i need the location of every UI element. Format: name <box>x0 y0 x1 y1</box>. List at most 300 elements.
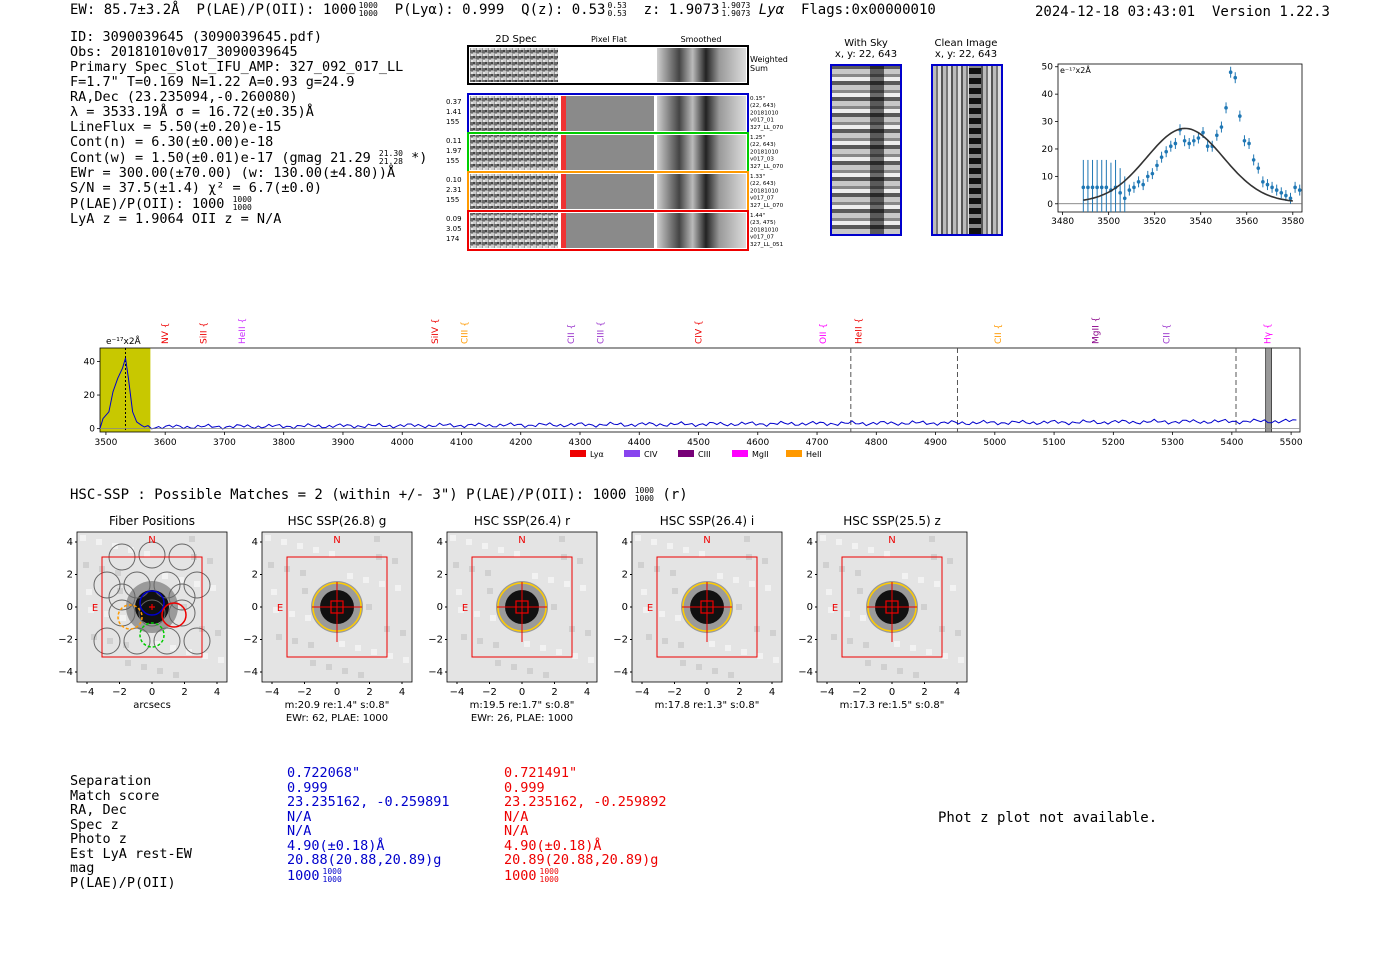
with-sky-xy: x, y: 22, 643 <box>834 49 898 60</box>
info-contw-sub: 21.28 <box>378 157 403 166</box>
fiber-row-flag <box>561 174 566 209</box>
fiber-row-left-label: 0.10 <box>446 176 462 184</box>
mini-xtick-label: 3520 <box>1143 217 1167 227</box>
col-title-smoothed: Smoothed <box>680 35 722 44</box>
mini-data-point <box>1197 136 1201 140</box>
cutout-noise <box>347 573 353 579</box>
cutout-svg <box>240 510 420 725</box>
full-xtick-label: 5500 <box>1279 438 1303 448</box>
cutout-noise <box>678 642 684 648</box>
cutout-noise <box>305 615 311 621</box>
full-xtick-label: 4600 <box>746 438 770 448</box>
cutout-noise <box>144 551 150 557</box>
mini-data-point <box>1229 70 1233 74</box>
north-label: N <box>703 535 711 546</box>
emission-line-marker <box>1263 323 1273 344</box>
mini-data-point <box>1261 180 1265 184</box>
fiber-rows <box>446 94 784 250</box>
cutout-noise <box>548 577 554 583</box>
emission-line-marker <box>855 318 865 344</box>
mini-data-point <box>1298 188 1302 192</box>
north-label: N <box>333 535 341 546</box>
cutout-noise <box>313 547 319 553</box>
header-timestamp: 2024-12-18 03:43:01 <box>1034 4 1196 20</box>
emission-line-marker <box>460 321 470 344</box>
mini-data-point <box>1137 180 1141 184</box>
cutout-panel <box>240 510 420 729</box>
clean-image-stamp <box>931 64 1003 236</box>
cutout-noise <box>157 668 163 674</box>
emission-line-label: CII { <box>567 323 578 344</box>
emission-line-marker <box>819 323 829 344</box>
cutout-noise <box>585 630 591 636</box>
match-table-cell: N/A <box>287 808 312 825</box>
cutout-noise <box>744 536 750 542</box>
cutout-noise <box>326 664 332 670</box>
legend-swatch <box>732 450 748 457</box>
info-contw <box>70 150 427 166</box>
cutout-noise <box>363 577 369 583</box>
north-label: N <box>888 535 896 546</box>
cutout-noise <box>918 577 924 583</box>
mini-data-point <box>1192 139 1196 143</box>
fiber-row-right-label: 327_LL_070 <box>750 163 784 170</box>
cutout-noise <box>641 589 647 595</box>
fiber-row-gap <box>654 213 657 248</box>
east-label: E <box>91 603 99 614</box>
full-xtick-label: 3500 <box>94 438 118 448</box>
east-label: E <box>646 603 654 614</box>
mini-unit-label: e⁻¹⁷x2Å <box>1060 66 1091 75</box>
fiber-row-left-label: 155 <box>446 118 460 126</box>
info-primary: Primary Spec_Slot_IFU_AMP: 327_092_017_LL <box>70 59 404 75</box>
full-xtick-label: 4900 <box>924 438 948 448</box>
clean-image-source <box>969 66 981 234</box>
emission-line-marker <box>200 322 210 344</box>
cutout-noise <box>514 551 520 557</box>
clean-image-title: Clean Image <box>934 38 998 49</box>
cutout-noise <box>395 585 401 591</box>
cutout-noise <box>342 668 348 674</box>
mini-data-point <box>1100 186 1104 190</box>
cutout-noise <box>532 573 538 579</box>
emission-line-marker <box>567 324 577 344</box>
fiber-row-right-label: 327_LL_070 <box>750 202 784 209</box>
emission-line-label: SiII { <box>199 321 210 344</box>
hsc-title-sub: 1000 <box>634 494 654 503</box>
cutout-noise <box>461 634 467 640</box>
spectrum-line <box>100 358 1296 429</box>
match-table-label: Est LyA rest-EW <box>70 845 192 862</box>
hsc-title-sup: 1000 <box>634 486 654 495</box>
cutout-title: HSC SSP(26.8) g <box>287 514 387 528</box>
match-table-label: RA, Dec <box>70 802 127 818</box>
cutout-noise <box>947 558 953 564</box>
cutout-noise <box>929 536 935 542</box>
cutout-noise <box>310 660 316 666</box>
cutout-noise <box>207 558 213 564</box>
mini-data-point <box>1160 155 1164 159</box>
mini-data-point <box>1247 142 1251 146</box>
match-table-cell: N/A <box>504 808 529 825</box>
fiber-row-left-label: 3.05 <box>446 225 462 233</box>
cutout-noise <box>958 657 964 663</box>
cutout-panel <box>795 510 975 729</box>
emission-line-marker <box>597 321 607 344</box>
cutout-ytick-label: 0 <box>436 602 443 613</box>
fiber-row-gap <box>654 135 657 170</box>
cutout-noise <box>773 657 779 663</box>
cutout-xtick-label: 4 <box>398 687 406 698</box>
cutout-ytick-label: −4 <box>613 667 628 678</box>
fiber-row-right-label: v017_03 <box>750 156 774 163</box>
detection-info <box>70 30 427 227</box>
cutout-noise <box>670 570 676 576</box>
cutout-noise <box>215 630 221 636</box>
cutout-xtick-label: 2 <box>366 687 373 698</box>
cutout-ytick-label: 4 <box>436 537 443 548</box>
mini-data-point <box>1187 142 1191 146</box>
cutout-noise <box>667 543 673 549</box>
cutout-noise <box>289 611 295 617</box>
cutout-noise <box>453 562 459 568</box>
weighted-sum-label: Weighted Sum <box>750 55 788 73</box>
line-fit-svg <box>1040 56 1330 236</box>
cutout-noise <box>358 672 364 678</box>
fiber-row-left-label: 1.41 <box>446 108 462 116</box>
full-xtick-label: 4500 <box>687 438 710 448</box>
emission-line-label: NV { <box>161 322 172 344</box>
cutout-ytick-label: −2 <box>798 634 813 646</box>
photz-message: Phot z plot not available. <box>938 810 1158 826</box>
cutout-noise <box>823 562 829 568</box>
emission-line-label: MgII { <box>1091 316 1102 344</box>
cutout-xtick-label: 2 <box>551 687 558 698</box>
cutout-ytick-label: −2 <box>58 634 73 646</box>
cutout-title: HSC SSP(26.4) i <box>659 514 755 528</box>
mini-data-point <box>1243 139 1247 143</box>
cutout-xtick-label: 2 <box>181 687 188 698</box>
cutout-ytick-label: −2 <box>428 634 443 646</box>
mini-data-point <box>1270 186 1274 190</box>
fiber-row-right-label: (22, 643) <box>750 181 776 188</box>
mini-data-point <box>1238 114 1242 118</box>
cutout-xtick-label: −2 <box>667 687 682 698</box>
mini-data-point <box>1224 106 1228 110</box>
cutout-caption: m:17.3 re:1.5" s:0.8" <box>839 700 945 711</box>
fiber-spectra-svg <box>446 32 796 262</box>
cutout-ytick-label: −4 <box>243 667 258 678</box>
cutout-noise <box>955 630 961 636</box>
match-table-cell: 0.999 <box>504 779 545 796</box>
cutout-noise <box>651 539 657 545</box>
cutout-noise <box>910 645 916 651</box>
info-lineflux: LineFlux = 5.50(±0.20)e-15 <box>70 119 282 135</box>
cutout-noise <box>831 634 837 640</box>
cutout-noise <box>366 604 372 610</box>
emission-line-label: HeII { <box>854 317 865 344</box>
mini-data-point <box>1183 139 1187 143</box>
cutout-ytick-label: 0 <box>621 602 628 613</box>
match-table-cell: 23.235162, -0.259891 <box>287 794 450 810</box>
cutout-noise <box>107 638 113 644</box>
cutout-xtick-label: −2 <box>482 687 497 698</box>
mini-data-point <box>1266 183 1270 187</box>
emission-line-label: CIV { <box>694 320 705 344</box>
cutout-noise <box>495 660 501 666</box>
cutout-noise <box>210 585 216 591</box>
cutout-caption: m:20.9 re:1.4" s:0.8" <box>284 700 390 711</box>
full-ytick-label: 40 <box>83 357 95 368</box>
cutout-ytick-label: −4 <box>798 667 813 678</box>
east-label: E <box>461 603 469 614</box>
cutout-title: Fiber Positions <box>108 514 196 528</box>
cutout-svg <box>795 510 975 725</box>
info-plae-sub: 1000 <box>232 203 252 212</box>
cutout-noise <box>80 535 86 541</box>
legend-swatch <box>786 450 802 457</box>
info-lambda: λ = 3533.19Å σ = 16.72(±0.35)Å <box>70 104 314 120</box>
emission-line-label: CII { <box>993 323 1004 344</box>
header-qz-sup: 0.53 <box>607 1 627 10</box>
emission-line-label: CII { <box>1162 323 1173 344</box>
emission-line-marker <box>994 324 1004 344</box>
cutout-ytick-label: 4 <box>621 537 628 548</box>
fiber-row-flag <box>561 96 566 131</box>
mini-xtick-label: 3540 <box>1189 217 1213 227</box>
info-plae-text: P(LAE)/P(OII): 1000 <box>70 196 225 212</box>
cutout-ytick-label: 0 <box>66 602 73 613</box>
legend-label: HeII <box>806 450 822 459</box>
fiber-row-left-label: 174 <box>446 235 460 243</box>
cutout-xtick-label: 0 <box>703 687 711 698</box>
cutout-panel <box>425 510 605 729</box>
mini-data-point <box>1174 142 1178 146</box>
match-table-cell: N/A <box>504 823 529 839</box>
cutout-xlabel: arcsecs <box>133 700 171 711</box>
cutout-noise <box>527 668 533 674</box>
cutout-ytick-label: −4 <box>428 667 443 678</box>
north-label: N <box>148 535 156 546</box>
cutout-panel <box>610 510 790 729</box>
header-summary <box>70 2 936 18</box>
fiber-row-right-label: (22, 643) <box>750 103 776 110</box>
cutout-noise <box>950 585 956 591</box>
cutout-noise <box>836 539 842 545</box>
full-xtick-label: 5300 <box>1161 438 1185 448</box>
cutout-noise <box>387 653 393 659</box>
cutout-noise <box>268 562 274 568</box>
legend-label: CIV <box>644 450 658 459</box>
header-timestamp-version <box>1035 4 1330 20</box>
cutout-noise <box>271 589 277 595</box>
info-sn: S/N = 37.5(±1.4) χ² = 6.7(±0.0) <box>70 180 322 196</box>
cutout-noise <box>300 570 306 576</box>
cutout-noise <box>699 551 705 557</box>
match-table-cell: 4.90(±0.18)Å <box>504 837 602 854</box>
match-table-label: Separation <box>70 773 152 789</box>
cutout-xtick-label: −4 <box>264 687 280 698</box>
north-label: N <box>518 535 526 546</box>
cutout-noise <box>339 641 345 647</box>
mini-data-point <box>1252 158 1256 162</box>
full-spectrum-svg <box>70 316 1310 466</box>
fiber-row-flat <box>566 96 654 131</box>
fiber-row-right-label: v017_07 <box>750 234 774 241</box>
cutout-noise <box>125 660 131 666</box>
cutout-noise <box>281 539 287 545</box>
fiber-row-right-label: 327_LL_070 <box>750 124 784 131</box>
header-line-id: Lyα <box>758 2 785 18</box>
fiber-row-gap <box>654 96 657 131</box>
cutout-noise <box>276 634 282 640</box>
cutout-noise <box>728 672 734 678</box>
full-xtick-label: 4000 <box>390 438 414 448</box>
cutout-noise <box>741 649 747 655</box>
full-xtick-label: 5100 <box>1042 438 1066 448</box>
header-plya: P(Lyα): 0.999 <box>394 2 505 18</box>
cutout-noise <box>926 649 932 655</box>
cutout-noise <box>857 588 863 594</box>
fiber-row-smoothed <box>657 174 746 209</box>
full-spectrum-chart <box>70 316 1310 470</box>
header-z: z: 1.9073 <box>643 2 720 18</box>
with-sky-title: With Sky <box>844 38 888 49</box>
legend-swatch <box>570 450 586 457</box>
match-table-cell: 0.721491" <box>504 765 578 781</box>
cutout-noise <box>826 589 832 595</box>
fiber-row-gap <box>654 174 657 209</box>
cutout-xtick-label: −2 <box>297 687 312 698</box>
header-flags: Flags:0x00000010 <box>800 2 936 18</box>
cutout-noise <box>374 536 380 542</box>
mini-ytick-label: 50 <box>1041 62 1053 73</box>
fiber-row-flat <box>566 135 654 170</box>
cutout-noise <box>485 570 491 576</box>
fiber-row-left-label: 155 <box>446 157 460 165</box>
clean-image-header <box>930 38 1002 60</box>
cutout-xtick-label: −2 <box>852 687 867 698</box>
cutout-noise <box>765 585 771 591</box>
fiber-row-flat <box>566 174 654 209</box>
fiber-row-2d <box>470 135 558 170</box>
cutout-noise <box>588 657 594 663</box>
mini-data-point <box>1279 191 1283 195</box>
cutout-xtick-label: 2 <box>736 687 743 698</box>
cutout-ytick-label: 2 <box>251 569 258 581</box>
cutout-noise <box>329 551 335 557</box>
cutout-ytick-label: 4 <box>806 537 813 548</box>
mini-data-point <box>1082 186 1086 190</box>
cutout-noise <box>884 551 890 557</box>
cutout-xtick-label: −4 <box>449 687 465 698</box>
mini-data-point <box>1123 196 1127 200</box>
mini-ytick-label: 20 <box>1041 144 1053 155</box>
cutout-title: HSC SSP(26.4) r <box>473 514 571 528</box>
header-plae: P(LAE)/P(OII): 1000 <box>196 2 357 18</box>
emission-line-label: CIII { <box>460 321 471 344</box>
emission-line-label: OII { <box>819 323 829 344</box>
match-table-cell: N/A <box>287 823 312 839</box>
cutout-noise <box>865 660 871 666</box>
mini-data-point <box>1146 175 1150 179</box>
match-table-cell: 4.90(±0.18)Å <box>287 837 385 854</box>
cutout-noise <box>302 588 308 594</box>
mini-data-point <box>1233 76 1237 80</box>
full-xtick-label: 4700 <box>805 438 829 448</box>
cutout-xtick-label: 2 <box>921 687 928 698</box>
cutout-noise <box>736 604 742 610</box>
cutout-noise <box>855 570 861 576</box>
fiber-row-left-label: 0.37 <box>446 98 462 106</box>
info-lyaz: LyA z = 1.9064 OII z = N/A <box>70 211 282 227</box>
full-xtick-label: 4100 <box>450 438 473 448</box>
full-ytick-label: 0 <box>89 424 95 435</box>
cutout-noise <box>559 536 565 542</box>
fiber-row-2d <box>470 174 558 209</box>
fiber-row-smoothed <box>657 96 746 131</box>
cutout-noise <box>725 645 731 651</box>
fiber-row-right-label: 1.44" <box>750 213 766 219</box>
cutout-noise <box>202 653 208 659</box>
info-plae-sup: 1000 <box>232 195 252 204</box>
with-sky-stamp <box>830 64 902 236</box>
cutout-noise <box>749 581 755 587</box>
cutout-ytick-label: −2 <box>243 634 258 646</box>
cutout-svg <box>610 510 790 725</box>
header-ew: EW: 85.7±3.2Å <box>70 2 180 18</box>
cutout-caption: m:19.5 re:1.7" s:0.8" <box>469 700 575 711</box>
full-xtick-label: 3900 <box>331 438 355 448</box>
fiber-row-left-label: 1.97 <box>446 147 462 155</box>
mini-data-point <box>1220 125 1224 129</box>
full-xtick-label: 4800 <box>864 438 888 448</box>
cutout-noise <box>659 611 665 617</box>
info-contn: Cont(n) = 6.30(±0.00)e-18 <box>70 134 274 150</box>
cutout-svg <box>425 510 605 725</box>
cutout-ytick-label: −4 <box>58 667 73 678</box>
with-sky-header <box>830 38 902 60</box>
header-qz-sub: 0.53 <box>607 9 627 18</box>
fiber-row-flag <box>561 213 566 248</box>
cutout-noise <box>170 645 176 651</box>
mini-data-point <box>1256 166 1260 170</box>
cutout-ytick-label: 2 <box>66 569 73 581</box>
match-table-cell: 23.235162, -0.259892 <box>504 794 667 810</box>
east-label: E <box>831 603 839 614</box>
cutout-svg <box>55 510 235 725</box>
cutout-noise <box>511 664 517 670</box>
info-ewr: EWr = 300.00(±70.00) (w: 130.00(±4.80))Å <box>70 165 396 181</box>
cutout-noise <box>141 664 147 670</box>
cutout-ytick-label: 2 <box>806 569 813 581</box>
fiber-row-2d <box>470 213 558 248</box>
cutout-xtick-label: 4 <box>768 687 776 698</box>
mini-data-point <box>1293 186 1297 190</box>
fiber-row-right-label: v017_07 <box>750 195 774 202</box>
cutout-noise <box>355 645 361 651</box>
cutout-noise <box>712 668 718 674</box>
cutout-noise <box>490 615 496 621</box>
legend-label: CIII <box>698 450 711 459</box>
mini-ytick-label: 30 <box>1041 117 1053 128</box>
cutout-noise <box>577 558 583 564</box>
full-axes-frame <box>100 348 1300 432</box>
info-contw-text: Cont(w) = 1.50(±0.01)e-17 (gmag 21.29 <box>70 150 371 166</box>
mini-data-point <box>1215 133 1219 137</box>
emission-line-marker <box>695 320 705 344</box>
info-fwhm: F=1.7" T=0.169 N=1.22 A=0.93 g=24.9 <box>70 74 355 90</box>
